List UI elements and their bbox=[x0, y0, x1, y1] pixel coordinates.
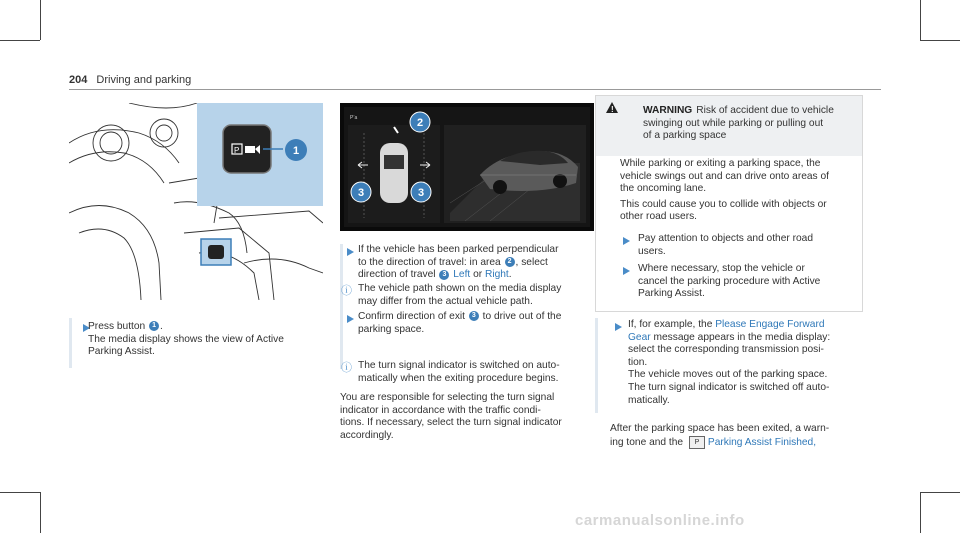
forward-gear-message: Please Engage Forward bbox=[715, 319, 825, 330]
col3-step: If, for example, the Please Engage Forward Gear message appears in the media display: select the corresponding transmission posi- tion. The vehicle moves out of the parking space. The turn signal indicator is switched off auto- matically. bbox=[628, 319, 831, 406]
callout-3-left: 3 bbox=[357, 187, 365, 199]
ref-number: 3 bbox=[439, 270, 449, 280]
step-select-direction bbox=[340, 244, 343, 369]
section-title: Driving and parking bbox=[96, 74, 192, 86]
step-arrow-icon bbox=[615, 323, 622, 331]
info-icon: ⓘ bbox=[341, 362, 352, 374]
col2-step2: Confirm direction of exit 3 to drive out of the parking space. bbox=[358, 311, 562, 335]
crop-mark bbox=[920, 492, 921, 533]
step-arrow-icon bbox=[623, 267, 630, 275]
console-illustration bbox=[69, 103, 323, 300]
col2-paragraph: You are responsible for selecting the turn signal indicator in accordance with the traffic condi- tions. If necessary, select the turn signal indicator accordingly. bbox=[340, 392, 562, 441]
watermark: carmanualsonline.info bbox=[575, 512, 745, 529]
media-display-illustration bbox=[340, 103, 594, 231]
left-option-link: Left bbox=[453, 269, 471, 281]
col1-step1: Press button 1 . The media display shows the view of Active Parking Assist. bbox=[88, 321, 284, 358]
warning-step2: Where necessary, stop the vehicle or cancel the parking procedure with Active Parking Assist. bbox=[638, 263, 821, 300]
crop-mark bbox=[40, 0, 41, 40]
crop-mark bbox=[920, 492, 960, 493]
col2-info2: The turn signal indicator is switched on auto- matically when the exiting procedure begins. bbox=[358, 360, 560, 384]
step-engage-gear bbox=[595, 318, 598, 413]
screen-label: P’a bbox=[350, 115, 358, 121]
step-arrow-icon bbox=[623, 237, 630, 245]
crop-mark bbox=[0, 492, 40, 493]
right-option-link: Right bbox=[484, 269, 509, 281]
crop-mark bbox=[40, 492, 41, 533]
col2-step1: If the vehicle has been parked perpendicular to the direction of travel: in area 2 , select direction of travel 3 Left or Right. bbox=[358, 244, 559, 281]
ref-number: 3 bbox=[469, 311, 479, 321]
warning-header: ! WARNING Risk of accident due to vehicle swinging out while parking or pulling out of a parking space bbox=[596, 96, 862, 156]
ref-number: 2 bbox=[505, 257, 515, 267]
col2-info1: The vehicle path shown on the media display may differ from the actual vehicle path. bbox=[358, 283, 562, 307]
crop-mark bbox=[920, 0, 921, 40]
warning-title: WARNING bbox=[643, 105, 693, 116]
callout-2: 2 bbox=[416, 117, 424, 129]
ref-number: 1 bbox=[149, 321, 159, 331]
page-number: 204 bbox=[69, 74, 88, 86]
step-arrow-icon bbox=[347, 315, 354, 323]
crop-mark bbox=[920, 40, 960, 41]
step-press-button bbox=[69, 318, 72, 368]
header-divider bbox=[69, 89, 881, 90]
warning-box bbox=[595, 95, 863, 312]
warning-step1: Pay attention to objects and other road users. bbox=[638, 233, 814, 257]
step-arrow-icon bbox=[347, 248, 354, 256]
col3-after: After the parking space has been exited, a warn- ing tone and the P Parking Assist Finished, bbox=[610, 423, 830, 448]
callout-1: 1 bbox=[292, 145, 300, 157]
button-symbol: P bbox=[234, 146, 240, 155]
crop-mark bbox=[0, 40, 40, 41]
callout-3-right: 3 bbox=[417, 187, 425, 199]
parking-assist-finished-message: Parking Assist Finished, bbox=[707, 436, 817, 448]
parking-assist-icon: P bbox=[689, 436, 705, 449]
page-header bbox=[69, 74, 191, 86]
warning-body: While parking or exiting a parking space, the vehicle swings out and can drive onto areas of the oncoming lane. This could cause you to collide with objects or other road users. bbox=[620, 158, 829, 223]
info-icon: ⓘ bbox=[341, 285, 352, 297]
